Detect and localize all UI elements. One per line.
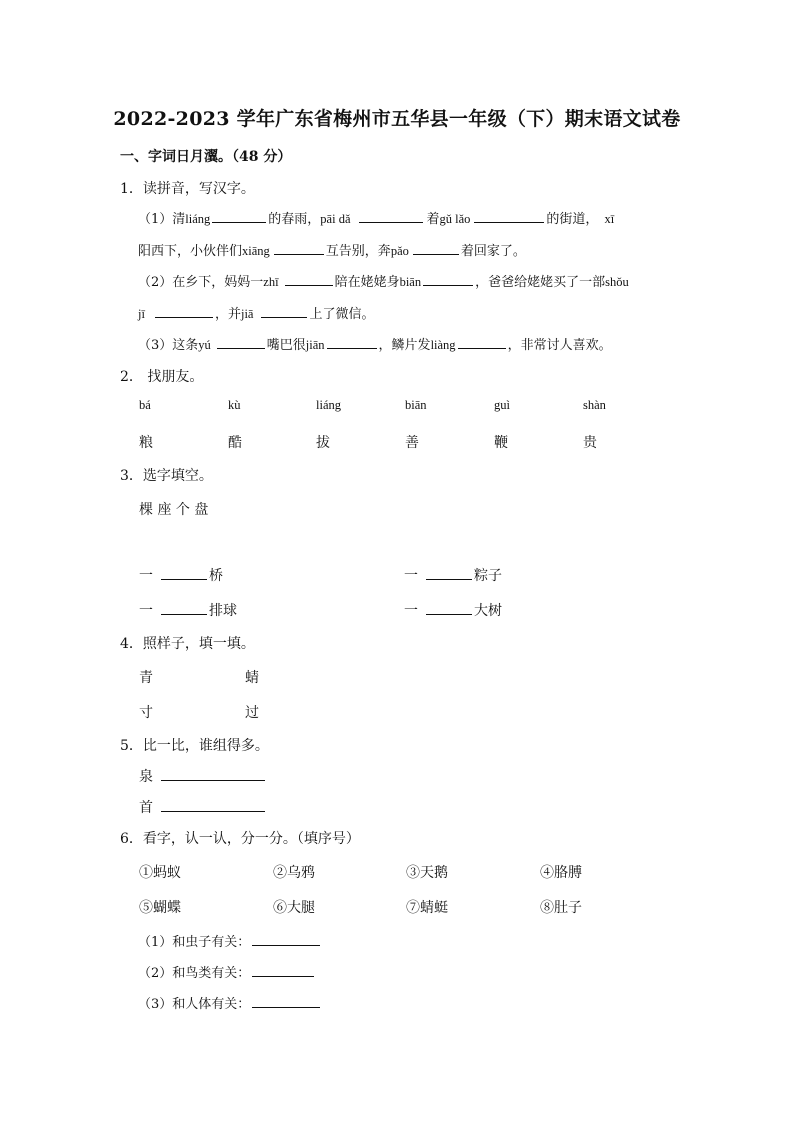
question-1-sentence-2-line-2	[138, 303, 374, 322]
measure-prefix: 一	[404, 568, 418, 584]
text: 陪在姥姥身	[334, 275, 400, 290]
question-1-sentence-1-line-2	[138, 240, 526, 259]
word-option: ②乌鸦	[273, 865, 315, 881]
word-option: ⑥大腿	[273, 900, 315, 916]
pinyin: xī	[604, 212, 615, 226]
text: ，非常讨人喜欢。	[507, 338, 612, 353]
noun: 桥	[209, 568, 223, 584]
pinyin: liàng	[430, 338, 456, 352]
character: 泉	[139, 769, 153, 785]
character-option: 粮	[139, 435, 153, 451]
character-option: 贵	[583, 435, 597, 451]
question-5-heading: 5．比一比，谁组得多。	[120, 738, 269, 754]
fill-item	[404, 565, 502, 585]
pinyin-option: bá	[139, 398, 151, 412]
fill-item	[139, 565, 223, 585]
pinyin: pāi dǎ	[320, 212, 351, 226]
text: ，并	[214, 307, 241, 322]
word-option: ④胳膊	[540, 865, 582, 881]
word-option: ⑦蜻蜓	[406, 900, 448, 916]
text: ，鳞片发	[378, 338, 431, 353]
measure-prefix: 一	[404, 603, 418, 619]
classify-question	[138, 931, 320, 950]
example-left-character: 青	[139, 670, 153, 686]
character-option: 善	[405, 435, 419, 451]
pinyin: yú	[198, 338, 211, 352]
classify-question	[138, 993, 320, 1012]
answer-blank[interactable]	[212, 210, 266, 223]
measure-prefix: 一	[139, 603, 153, 619]
character-option: 酷	[228, 435, 242, 451]
pinyin: biān	[399, 275, 422, 289]
text: 的春雨，	[268, 212, 321, 227]
text: 着回家了。	[460, 244, 526, 259]
question-3-heading: 3．选字填空。	[120, 468, 213, 484]
page-title: 2022-2023 学年广东省梅州市五华县一年级（下）期末语文试卷	[113, 108, 681, 130]
pinyin-option: guì	[494, 398, 510, 412]
answer-blank[interactable]	[252, 964, 314, 977]
answer-blank[interactable]	[413, 242, 459, 255]
noun: 粽子	[474, 568, 502, 584]
question-4-heading: 4．照样子，填一填。	[120, 636, 255, 652]
word-option: ③天鹅	[406, 865, 448, 881]
text: 的街道，	[546, 212, 599, 227]
text: （3）这条	[138, 338, 199, 353]
classify-question	[138, 962, 314, 981]
character-option: 鞭	[494, 435, 508, 451]
word-option: ⑤蝴蝶	[139, 900, 181, 916]
example-right-character: 蜻	[245, 670, 259, 686]
question-1-heading: 1．读拼音，写汉字。	[120, 181, 255, 197]
question-1-sentence-1-line-1	[138, 208, 614, 227]
answer-blank[interactable]	[155, 305, 213, 318]
fill-item	[404, 600, 502, 620]
word-option: ①蚂蚁	[139, 865, 181, 881]
pinyin: jī	[138, 307, 145, 321]
answer-blank[interactable]	[261, 305, 307, 318]
answer-blank[interactable]	[161, 768, 265, 781]
text: 互告别，奔	[325, 244, 391, 259]
question-6-heading: 6．看字，认一认，分一分。（填序号）	[120, 831, 360, 847]
text: （2）在乡下，妈妈一	[138, 275, 264, 290]
pinyin: gǔ lǎo	[439, 212, 471, 226]
answer-blank[interactable]	[217, 336, 265, 349]
pinyin-option: kù	[228, 398, 241, 412]
word-item	[139, 766, 265, 786]
text: 嘴巴很	[266, 338, 306, 353]
pinyin: shǒu	[605, 275, 629, 289]
measure-prefix: 一	[139, 568, 153, 584]
answer-blank[interactable]	[327, 336, 377, 349]
answer-blank[interactable]	[252, 933, 320, 946]
character: 首	[139, 800, 153, 816]
answer-blank[interactable]	[285, 273, 333, 286]
example-right-character: 过	[245, 705, 259, 721]
question-2-heading: 2． 找朋友。	[120, 369, 204, 385]
answer-blank[interactable]	[274, 242, 324, 255]
noun: 排球	[209, 603, 237, 619]
pinyin-option: shàn	[583, 398, 606, 412]
text: ，爸爸给姥姥买了一部	[475, 275, 606, 290]
answer-blank[interactable]	[423, 273, 473, 286]
question-1-sentence-2-line-1	[138, 271, 629, 290]
answer-blank[interactable]	[426, 602, 472, 615]
example-left-character: 寸	[139, 705, 153, 721]
pinyin: xiāng	[242, 244, 270, 258]
answer-blank[interactable]	[474, 210, 544, 223]
pinyin: liáng	[185, 212, 211, 226]
noun: 大树	[474, 603, 502, 619]
pinyin: zhī	[263, 275, 279, 289]
pinyin-option: liáng	[316, 398, 341, 412]
pinyin-option: biān	[405, 398, 427, 412]
word-option: ⑧肚子	[540, 900, 582, 916]
section-heading: 一、字词日月瀷。（48 分）	[120, 149, 292, 165]
answer-blank[interactable]	[359, 210, 423, 223]
character-option: 拔	[316, 435, 330, 451]
answer-blank[interactable]	[252, 995, 320, 1008]
answer-blank[interactable]	[161, 567, 207, 580]
question-text: （3）和人体有关：	[138, 997, 251, 1012]
fill-item	[139, 600, 237, 620]
answer-blank[interactable]	[426, 567, 472, 580]
pinyin: jiān	[305, 338, 325, 352]
text: 上了微信。	[309, 307, 375, 322]
text: 阳西下，小伙伴们	[138, 244, 243, 259]
question-text: （2）和鸟类有关：	[138, 966, 251, 981]
pinyin: pǎo	[390, 244, 409, 258]
answer-blank[interactable]	[161, 602, 207, 615]
text: （1）清	[138, 212, 186, 227]
pinyin: jiā	[240, 307, 254, 321]
answer-blank[interactable]	[161, 799, 265, 812]
question-1-sentence-3	[138, 334, 612, 353]
answer-blank[interactable]	[458, 336, 506, 349]
question-text: （1）和虫子有关：	[138, 935, 251, 950]
text: 着	[426, 212, 440, 227]
word-item	[139, 797, 265, 817]
word-options: 棵 座 个 盘	[139, 502, 209, 518]
